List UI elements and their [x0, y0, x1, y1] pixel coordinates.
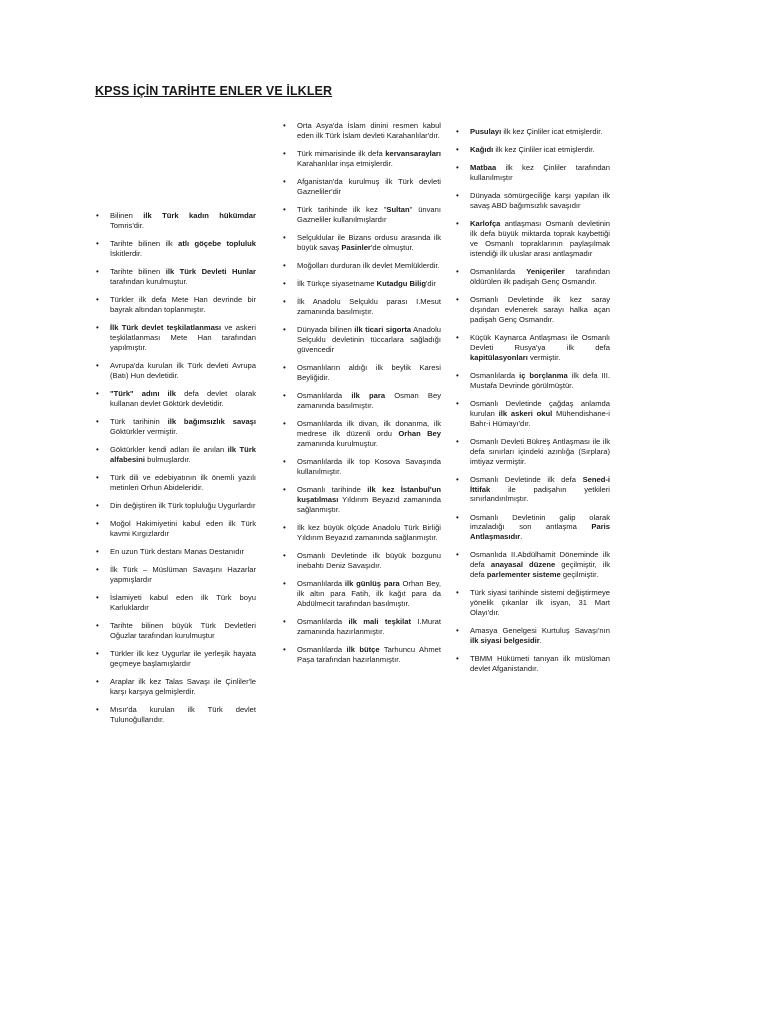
list-item — [96, 621, 256, 641]
item-text — [110, 705, 256, 724]
item-text — [470, 399, 610, 428]
list-item — [283, 261, 441, 271]
item-text — [110, 361, 256, 380]
bullet-icon: • — [283, 325, 286, 335]
bullet-icon: • — [96, 705, 99, 715]
item-text-plain: İlk Türkçe siyasetname — [297, 279, 377, 289]
item-text — [297, 363, 441, 382]
bullet-icon: • — [96, 323, 99, 332]
list-item — [283, 457, 441, 477]
item-text — [470, 654, 610, 673]
item-text-bold: iç borçlanma — [519, 370, 568, 380]
bullet-icon: • — [96, 239, 99, 248]
list-item — [283, 523, 441, 543]
bullet-icon: • — [283, 419, 286, 429]
bullet-icon: • — [283, 233, 286, 242]
item-text-bold: Matbaa — [470, 163, 497, 173]
item-text — [470, 127, 603, 136]
item-text-bold: kervansarayları — [385, 149, 441, 158]
item-text — [110, 547, 244, 556]
item-text-plain: Osmanlılarda — [297, 578, 345, 588]
item-text — [297, 121, 441, 140]
item-text-plain: Mısır'da kurulan ilk Türk devlet Tulunoğullarıdır. — [110, 705, 256, 724]
bullet-icon: • — [283, 261, 286, 270]
item-text — [297, 261, 440, 270]
bullet-icon: • — [96, 565, 99, 575]
item-text-bold: Orhan Bey — [398, 429, 441, 438]
item-text-bold: ilk para — [351, 391, 386, 401]
bullet-icon: • — [456, 145, 459, 155]
item-text-bold: ilk mali teşkilat — [348, 616, 412, 626]
bullet-icon: • — [456, 512, 459, 522]
list-item — [96, 593, 256, 613]
item-text-plain: İlk kez büyük ölçüde Anadolu Türk Birliği Yıldırım Beyazıd zamanında sağlanmıştır. — [297, 522, 441, 542]
item-text — [470, 295, 610, 324]
item-text — [297, 177, 441, 196]
item-text-plain: Osmanlılarda ilk divan, ilk donanma, ilk medrese ilk düzenli ordu — [297, 419, 441, 438]
list-item — [283, 485, 441, 515]
item-text-plain: Moğolları durduran ilk devlet Memlüklerdir. — [297, 261, 440, 270]
column-3 — [456, 127, 610, 682]
bullet-icon: • — [283, 279, 286, 289]
bullet-icon: • — [96, 621, 99, 631]
bullet-icon: • — [456, 588, 459, 598]
bullet-icon: • — [456, 398, 459, 408]
item-text-plain: Osmanlı Devletinde çağdaş anlamda kurulan — [470, 398, 610, 418]
item-text — [470, 333, 610, 362]
item-text-bold: ilk ticari sigorta — [354, 325, 412, 335]
item-text-bold: Paris Antlaşmasıdır — [470, 522, 610, 542]
item-text — [297, 297, 441, 316]
bullet-icon: • — [456, 191, 459, 201]
item-text-bold: Yeniçeriler — [526, 267, 565, 276]
item-text — [297, 391, 441, 410]
item-text-plain: Tarhuncu Ahmet Paşa tarafından hazırlanmıştır. — [297, 644, 441, 664]
list-item — [456, 550, 610, 580]
list-item — [456, 371, 610, 391]
list-item — [96, 389, 256, 409]
item-text-plain: TBMM Hükümeti tanıyan ilk müslüman devlet Afganistandır. — [470, 654, 610, 674]
column-1 — [96, 211, 256, 733]
list-item — [456, 513, 610, 543]
item-text-plain: Osmanlıda II.Abdülhamit Döneminde ilk defa — [470, 550, 610, 570]
bullet-icon: • — [96, 519, 99, 528]
item-text — [297, 645, 441, 664]
item-text-bold: Pusulayı — [470, 127, 502, 136]
item-text-plain: Osmanlıların aldığı ilk beylik Karesi Beyliğidir. — [297, 363, 441, 382]
bullet-icon: • — [96, 593, 99, 603]
bullet-icon: • — [283, 457, 286, 466]
item-text-plain: Araplar ilk kez Talas Savaşı ile Çinliler'le karşı karşıya gelmişlerdir. — [110, 677, 256, 696]
list-item — [283, 279, 441, 289]
item-text-plain: Tarihte bilinen büyük Türk Devletleri Oğuzlar tarafından kurulmuştur — [110, 621, 256, 640]
item-text-plain: Türk siyasi tarihinde sistemi değiştirmeye yönelik çıkanlar ilk isyan, 31 Mart Olayı'dır. — [470, 588, 610, 618]
item-text-plain: zamanında kurulmuştur. — [297, 438, 379, 448]
bullet-icon: • — [283, 578, 286, 588]
item-text-plain: Osmanlı Devleti Bükreş Antlaşması ile ilk defa sınırları içindeki azınlığa (Sırplara) imtiyaz vermiştir. — [470, 436, 610, 466]
bullet-icon: • — [96, 211, 99, 220]
list-item — [283, 551, 441, 571]
item-text-plain: ile padişahın yetkileri sınırlandırılmıştır. — [470, 484, 610, 504]
list-item — [456, 333, 610, 363]
list-item — [96, 445, 256, 465]
bullet-icon: • — [456, 370, 459, 380]
list-item — [96, 239, 256, 259]
list-item — [283, 391, 441, 411]
list-item — [96, 547, 256, 557]
item-text-plain: Afganistan'da kurulmuş ilk Türk devleti Gazneliler'dir — [297, 177, 441, 196]
item-text-bold: İlk Türk devlet teşkilatlanması — [110, 323, 222, 332]
item-text-plain: Yıldırım Beyazıd zamanında sağlanmıştır. — [297, 494, 441, 514]
item-text-bold: ilk kez İstanbul'un kuşatılması — [297, 485, 441, 504]
item-text-bold: Karlofça — [470, 219, 501, 229]
bullet-icon: • — [456, 550, 459, 560]
bullet-icon: • — [283, 205, 286, 214]
item-text — [110, 501, 255, 510]
list-item — [283, 617, 441, 637]
item-text — [110, 565, 256, 584]
item-text — [110, 621, 256, 640]
bullet-icon: • — [96, 360, 99, 370]
item-text-plain: Osmanlı Devletinde ilk büyük bozgunu inebahtı Deniz Savaşıdır. — [297, 550, 441, 570]
bullet-icon: • — [283, 121, 286, 130]
bullet-icon: • — [283, 644, 286, 654]
item-text-plain: Selçuklular ile Bizans ordusu arasında ilk büyük savaş — [297, 233, 441, 252]
item-text-plain: Osmanlı tarihinde — [297, 485, 368, 494]
list-item — [96, 649, 256, 669]
list-item — [456, 654, 610, 674]
item-text — [297, 205, 441, 224]
item-text — [110, 473, 256, 492]
bullet-icon: • — [283, 363, 286, 373]
item-text — [297, 457, 441, 476]
bullet-icon: • — [283, 297, 286, 307]
bullet-icon: • — [283, 550, 286, 560]
item-text-plain: Göktürkler kendi adları ile anılan — [110, 444, 228, 454]
item-text-plain: Türkler ilk kez Uygurlar ile yerleşik hayata geçmeye başlamışlardır — [110, 649, 256, 668]
item-text — [470, 437, 610, 466]
list-item — [456, 127, 610, 137]
list-item — [283, 645, 441, 665]
item-text-plain: vermiştir. — [527, 352, 561, 362]
item-text — [470, 550, 610, 579]
item-text — [470, 191, 610, 210]
bullet-icon: • — [96, 295, 99, 304]
item-text-plain: Amasya Genelgesi Kurtuluş Savaşı'nın — [470, 626, 610, 636]
item-text — [297, 279, 436, 288]
item-text-plain: ilk kez Çinliler icat etmişlerdir. — [493, 145, 595, 155]
list-item — [283, 363, 441, 383]
item-text — [470, 626, 610, 645]
item-text-plain: Osman Bey zamanında basılmıştır. — [297, 391, 441, 410]
bullet-icon: • — [283, 391, 286, 401]
item-text — [110, 239, 256, 258]
list-item — [96, 295, 256, 315]
list-item — [96, 473, 256, 493]
item-text-plain: Orhan Bey, ilk altın para Fatih, ilk kağıt para da Abdülmecit tarafından basılmıştır. — [297, 578, 441, 608]
item-text-plain: Küçük Kaynarca Antlaşması ile Osmanlı Devleti Rusya'ya ilk defa — [470, 332, 610, 352]
page-title: KPSS İÇİN TARİHTE ENLER VE İLKLER — [95, 84, 333, 98]
item-text-bold: "Türk" adını ilk — [110, 388, 176, 398]
bullet-icon: • — [456, 219, 459, 229]
item-text-bold: ilk bütçe — [346, 644, 380, 654]
item-text-plain: Osmanlı Devletinde ilk kez saray dışından evlenerek sarayı halka açan padişah Genç Osmandır. — [470, 295, 610, 324]
item-text-plain: geçilmiştir. — [560, 570, 599, 580]
bullet-icon: • — [96, 388, 99, 398]
item-text-bold: ilk askeri okul — [498, 408, 553, 418]
item-text — [110, 519, 256, 538]
bullet-icon: • — [96, 267, 99, 276]
item-text-plain: ilk kez Çinliler tarafından kullanılmıştır — [470, 163, 610, 183]
item-text-plain: antlaşması Osmanlı devletinin ilk defa büyük miktarda toprak kaybettiği ve Osmanlı topraklarının paylaşılmak istendiği ilk uluslar arası antlaşmadır — [470, 219, 610, 258]
bullet-icon: • — [456, 127, 459, 136]
item-text-plain: defa devlet olarak kullanan devlet Göktürk devletidir. — [110, 388, 256, 408]
item-text-plain: Türk dili ve edebiyatının ilk önemli yazılı metinleri Orhun Abideleridir. — [110, 472, 256, 492]
list-item — [283, 233, 441, 253]
item-text — [110, 211, 256, 230]
item-text — [470, 475, 610, 504]
bullet-icon: • — [96, 649, 99, 659]
list-item — [456, 191, 610, 211]
item-text-bold: Sened-i İttifak — [470, 474, 610, 494]
item-text-plain: Orta Asya'da İslam dinini resmen kabul eden ilk Türk İslam devleti Karahanlılar'dır. — [297, 121, 441, 140]
item-text — [110, 267, 256, 286]
list-item — [96, 211, 256, 231]
item-text — [470, 219, 610, 258]
bullet-icon: • — [456, 295, 459, 304]
item-text — [470, 371, 610, 390]
item-text-plain: En uzun Türk destanı Manas Destanıdır — [110, 547, 245, 556]
item-text-plain: İlk Türk – Müslüman Savaşını Hazarlar yapmışlardır — [110, 565, 256, 584]
list-item — [96, 323, 256, 353]
item-text-bold: Kağıdı — [470, 145, 494, 155]
item-text — [297, 325, 441, 354]
item-text — [297, 233, 441, 252]
bullet-icon: • — [96, 547, 99, 556]
item-text-plain: Göktürkler vermiştir. — [110, 426, 178, 436]
item-text-plain: Karahanlılar inşa etmişlerdir. — [297, 158, 393, 168]
item-text-bold: ilk Türk kadın hükümdar — [143, 211, 256, 220]
list-item — [96, 501, 256, 511]
list-item — [283, 419, 441, 449]
item-text — [297, 149, 441, 168]
bullet-icon: • — [456, 267, 459, 276]
list-item — [456, 399, 610, 429]
item-text — [297, 617, 441, 636]
item-text-bold: ilk Türk alfabesini — [110, 444, 256, 464]
list-item — [96, 361, 256, 381]
item-text — [110, 593, 256, 612]
item-text — [110, 295, 256, 314]
item-text-plain: Bilinen — [110, 211, 144, 220]
bullet-icon: • — [283, 616, 286, 626]
bullet-icon: • — [283, 485, 286, 494]
bullet-icon: • — [456, 163, 459, 173]
item-text-plain: Dünyada bilinen — [297, 325, 355, 335]
list-item — [96, 705, 256, 725]
item-text-plain: Türk mimarisinde ilk defa — [297, 149, 386, 158]
list-item — [96, 677, 256, 697]
item-text — [110, 417, 256, 436]
item-text — [297, 485, 441, 514]
list-item — [283, 297, 441, 317]
list-item — [456, 475, 610, 505]
item-text-plain: ve askeri teşkilatlanması Mete Han tarafından yapılmıştır. — [110, 323, 256, 352]
list-item — [456, 295, 610, 325]
item-text-plain: Türk tarihinde ilk kez " — [297, 205, 387, 214]
bullet-icon: • — [456, 474, 459, 484]
item-text-plain: ilk defa III. Mustafa Devrinde görülmüştür. — [470, 370, 610, 390]
item-text-plain: Moğol Hakimiyetini kabul eden ilk Türk kavmi Kırgızlardır — [110, 519, 256, 538]
item-text-plain: I.Murat zamanında hazırlanmıştır. — [297, 616, 441, 636]
item-text-plain: bulmuşlardır. — [145, 454, 191, 464]
item-text — [110, 323, 256, 352]
list-item — [283, 579, 441, 609]
list-item — [96, 417, 256, 437]
item-text-plain: Anadolu Selçuklu devletinin tüccarlara sağladığı güvencedir — [297, 325, 441, 354]
bullet-icon: • — [283, 149, 286, 158]
item-text-plain: Türk tarihinin — [110, 416, 168, 426]
item-text — [110, 389, 256, 408]
bullet-icon: • — [456, 626, 459, 636]
item-text — [110, 677, 256, 696]
item-text-bold: Kutadgu Bilig — [376, 279, 426, 289]
bullet-icon: • — [96, 500, 99, 510]
item-text-bold: Pasinler — [341, 242, 371, 252]
item-text — [470, 267, 610, 286]
bullet-icon: • — [96, 472, 99, 482]
list-item — [283, 205, 441, 225]
item-text-plain: Tarihte bilinen ilk — [110, 239, 179, 248]
item-text-plain: İlk Anadolu Selçuklu parası I.Mesut zamanında basılmıştır. — [297, 297, 441, 317]
bullet-icon: • — [456, 654, 459, 664]
bullet-icon: • — [96, 444, 99, 454]
list-item — [456, 626, 610, 646]
bullet-icon: • — [456, 332, 459, 342]
item-text-plain: Mühendishane-i Bahr-i Hümayı'dır. — [470, 408, 610, 428]
list-item — [456, 163, 610, 183]
item-text-bold: kapitülasyonları — [470, 352, 528, 362]
item-text-plain: Osmanlı Devletinde ilk defa — [470, 474, 583, 484]
item-text — [297, 419, 441, 448]
item-text — [297, 551, 441, 570]
bullet-icon: • — [283, 177, 286, 186]
item-text-plain: Dünyada sömürgeciliğe karşı yapılan ilk savaş ABD bağımsızlık savaşıdır — [470, 191, 610, 211]
list-item — [283, 325, 441, 355]
item-text-plain: geçilmiştir, ilk defa — [470, 560, 611, 580]
item-text — [470, 588, 610, 617]
item-text-plain: ilk kez Çinliler icat etmişlerdir. — [501, 127, 603, 136]
list-item — [283, 121, 441, 141]
list-item — [96, 267, 256, 287]
column-2 — [283, 121, 441, 673]
item-text-plain: tarafından öldürülen ilk padişah Genç Osmandır. — [470, 267, 610, 286]
list-item — [456, 588, 610, 618]
item-text-plain: 'de olmuştur. — [370, 242, 414, 252]
item-text-bold: ilk günlüş para — [344, 578, 400, 588]
item-text-plain: Avrupa'da kurulan ilk Türk devleti Avrupa (Batı) Hun devletidir. — [110, 360, 256, 380]
item-text-plain: Osmanlılarda ilk top Kosova Savaşında kullanılmıştır. — [297, 457, 441, 476]
item-text-plain: Osmanlılarda — [470, 370, 520, 380]
item-text — [297, 523, 441, 542]
item-text-plain: Türkler ilk defa Mete Han devrinde bir bayrak altından toplanmıştır. — [110, 295, 256, 314]
list-item — [283, 177, 441, 197]
item-text-plain: Osmanlılarda — [470, 267, 527, 276]
item-text-plain: . — [520, 532, 523, 542]
item-text-plain: tarafından kurulmuştur. — [110, 276, 188, 286]
item-text-bold: parlementer sisteme — [486, 570, 561, 580]
item-text-plain: 'dir — [425, 279, 436, 289]
item-text-bold: ilk bağımsızlık savaşı — [167, 416, 256, 426]
item-text-plain: Osmanlılarda — [297, 391, 352, 401]
bullet-icon: • — [283, 522, 286, 532]
item-text-plain: . — [539, 636, 542, 646]
item-text — [470, 145, 595, 154]
item-text-plain: Osmanlılarda — [297, 644, 347, 654]
item-text — [110, 445, 256, 464]
item-text-bold: ilk Türk Devleti Hunlar — [165, 267, 257, 276]
list-item — [456, 267, 610, 287]
item-text-plain: İslamiyeti kabul eden ilk Türk boyu Karluklardır — [110, 593, 256, 612]
item-text-bold: Sultan — [386, 205, 410, 214]
item-text — [470, 163, 610, 182]
list-item — [283, 149, 441, 169]
item-text-plain: " ünvanı Gazneliler kullanılmışlardır — [297, 205, 441, 224]
item-text-plain: Tomris'dir. — [110, 220, 144, 230]
item-text-plain: Osmanlı Devletinin galip olarak imzaladığı son antlaşma — [470, 512, 610, 532]
list-item — [456, 219, 610, 259]
item-text-bold: ilk siyasi belgesidir — [470, 636, 540, 646]
item-text-plain: Din değiştiren ilk Türk topluluğu Uygurlardır — [110, 500, 256, 510]
item-text — [470, 513, 610, 542]
item-text — [110, 649, 256, 668]
bullet-icon: • — [96, 416, 99, 426]
bullet-icon: • — [456, 436, 459, 446]
item-text-bold: anayasal düzene — [490, 560, 556, 570]
item-text-plain: Osmanlılarda — [297, 616, 349, 626]
list-item — [456, 145, 610, 155]
item-text-plain: Tarihte bilinen — [110, 267, 166, 276]
list-item — [456, 437, 610, 467]
bullet-icon: • — [96, 677, 99, 687]
list-item — [96, 565, 256, 585]
item-text-bold: atlı göçebe topluluk — [178, 239, 256, 248]
item-text-plain: İskitlerdir. — [110, 248, 143, 258]
list-item — [96, 519, 256, 539]
item-text — [297, 579, 441, 608]
